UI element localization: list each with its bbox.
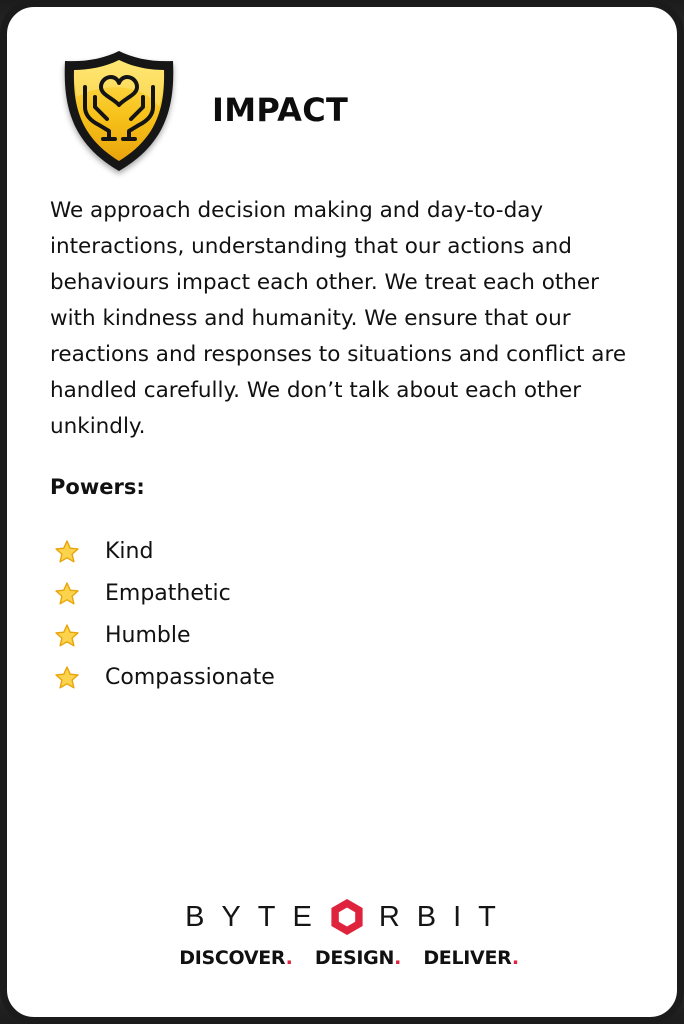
star-icon bbox=[54, 623, 80, 649]
heart-in-hands-shield-icon bbox=[55, 45, 183, 179]
power-label: Empathetic bbox=[105, 581, 231, 606]
hexagon-o-icon bbox=[327, 897, 367, 937]
brand-tagline bbox=[7, 944, 684, 972]
power-item-humble bbox=[50, 615, 275, 657]
powers-heading: Powers: bbox=[50, 475, 145, 499]
byteorbit-logo bbox=[7, 895, 684, 939]
power-item-empathetic bbox=[50, 573, 275, 615]
power-item-compassionate bbox=[50, 657, 275, 699]
power-item-kind bbox=[50, 531, 275, 573]
tagline-deliver: DELIVER. bbox=[423, 947, 519, 969]
tagline-design: DESIGN. bbox=[314, 947, 401, 969]
power-label: Kind bbox=[105, 539, 154, 564]
star-icon bbox=[54, 581, 80, 607]
power-label: Compassionate bbox=[105, 665, 275, 690]
card-description: We approach decision making and day-to-day interactions, understanding that our actions and behaviours impact each other. We treat each other with kindness and humanity. We ensure that our reactions and responses to situations and conflict are handled carefully. We don’t talk about each other unkindly. bbox=[50, 198, 627, 439]
star-icon bbox=[54, 539, 80, 565]
star-icon bbox=[54, 665, 80, 691]
logo-text-byte: BYTE bbox=[185, 901, 329, 933]
power-label: Humble bbox=[105, 623, 191, 648]
logo-text-rbit: RBIT bbox=[378, 901, 513, 933]
card-title: IMPACT bbox=[212, 91, 349, 129]
powers-list bbox=[50, 531, 275, 699]
tagline-discover: DISCOVER. bbox=[179, 947, 293, 969]
